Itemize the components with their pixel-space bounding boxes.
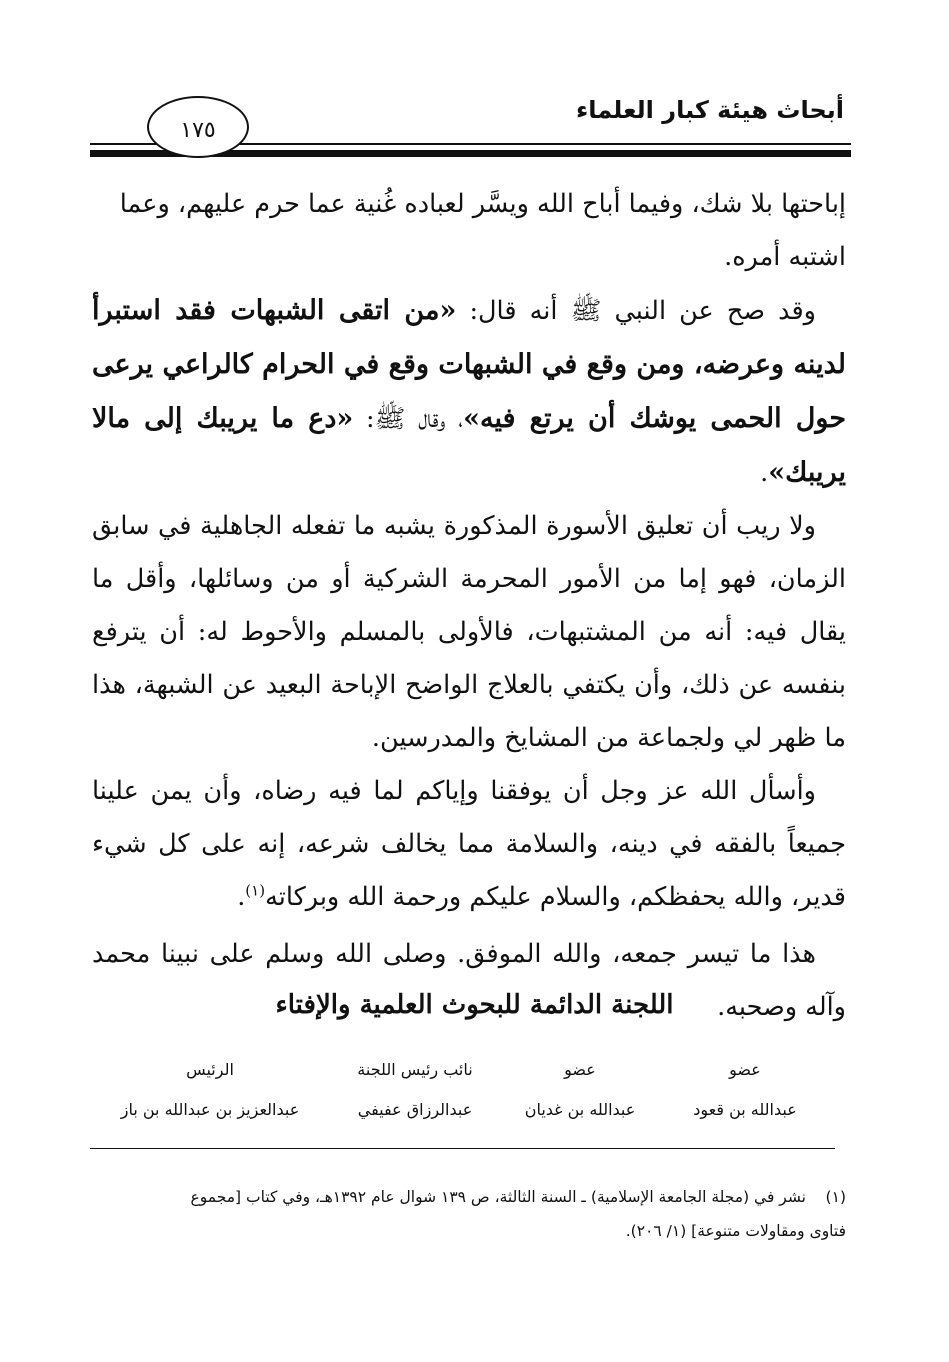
signatory-name: عبدالله بن غديان	[524, 1100, 636, 1119]
signatory-role: عضو	[729, 1060, 761, 1079]
p1-line2: اشتبه أمره.	[724, 242, 846, 272]
hadith-quote-2: «دع ما يريبك إلى مالا يريبك»	[92, 403, 846, 488]
running-title: أبحاث هيئة كبار العلماء	[575, 96, 844, 124]
page-number-oval	[147, 96, 249, 158]
signatory-member-1	[485, 1050, 675, 1130]
committee-title: اللجنة الدائمة للبحوث العلمية والإفتاء	[275, 990, 674, 1020]
p4-end: .	[237, 882, 246, 912]
footnote	[92, 1180, 846, 1248]
signatory-vice-chairman	[320, 1050, 510, 1130]
p2-end: .	[760, 458, 769, 488]
paragraph-1	[92, 178, 846, 284]
p2-intro: وقد صح عن النبي ﷺ أنه قال:	[456, 296, 816, 326]
footnote-marker: (١)	[825, 1188, 846, 1206]
hadith-quote-1: «من اتقى الشبهات فقد استبرأ لدينه وعرضه، ومن وقع في الشبهات وقع في الحرام كالراعي يرعى حول الحمى يوشك أن يرتع فيه»	[92, 295, 847, 434]
paragraph-3: ولا ريب أن تعليق الأسورة المذكورة يشبه ما تفعله الجاهلية في سابق الزمان، فهو إما من الأمور المحرمة الشركية أو من وسائلها، وأقل ما يقال فيه: أنه من المشتبهات، فالأولى بالمسلم والأحوط له: أن يترفع بنفسه عن ذلك، وأن يكتفي بالعلاج الواضح الإباحة البعيد عن الشبهة، هذا ما ظهر لي ولجماعة من المشايخ والمدرسين.	[92, 511, 846, 753]
body-text	[92, 178, 846, 1034]
signatory-chairman	[115, 1050, 305, 1130]
p4-text: وأسأل الله عز وجل أن يوفقنا وإياكم لما فيه رضاه، وأن يمن علينا جميعاً بالفقه في دينه، والسلامة مما يخالف شرعه، إنه على كل شيء قدير، والله يحفظكم، والسلام عليكم ورحمة الله وبركاته	[92, 776, 846, 912]
paragraph-2	[92, 284, 846, 500]
signatory-name: عبدالله بن قعود	[693, 1100, 797, 1119]
page-number: ١٧٥	[180, 117, 216, 143]
signatory-name: عبدالرزاق عفيفي	[357, 1100, 473, 1119]
signatory-role: نائب رئيس اللجنة	[357, 1060, 473, 1079]
p2-middle: ، وقال ﷺ:	[353, 404, 464, 434]
signatory-name: عبدالعزيز بن عبدالله بن باز	[120, 1100, 300, 1119]
footnote-line2: فتاوى ومقاولات متنوعة] (١/ ٢٠٦).	[625, 1222, 846, 1240]
footnote-rule	[90, 1148, 835, 1149]
signatory-member-2	[650, 1050, 840, 1130]
p1-line1: إباحتها بلا شك، وفيما أباح الله ويسَّر لعباده غُنية عما حرم عليهم، وعما	[119, 189, 846, 219]
footnote-line1: نشر في (مجلة الجامعة الإسلامية) ـ السنة الثالثة، ص ١٣٩ شوال عام ١٣٩٢هـ، وفي كتاب [مجموع	[190, 1188, 806, 1206]
signatory-role: عضو	[564, 1060, 596, 1079]
signatory-role: الرئيس	[186, 1060, 234, 1079]
paragraph-4	[92, 765, 846, 924]
paragraph-5: هذا ما تيسر جمعه، والله الموفق. وصلى الله وسلم على نبينا محمد وآله وصحبه.	[92, 939, 846, 1022]
footnote-reference: (١)	[245, 881, 266, 900]
